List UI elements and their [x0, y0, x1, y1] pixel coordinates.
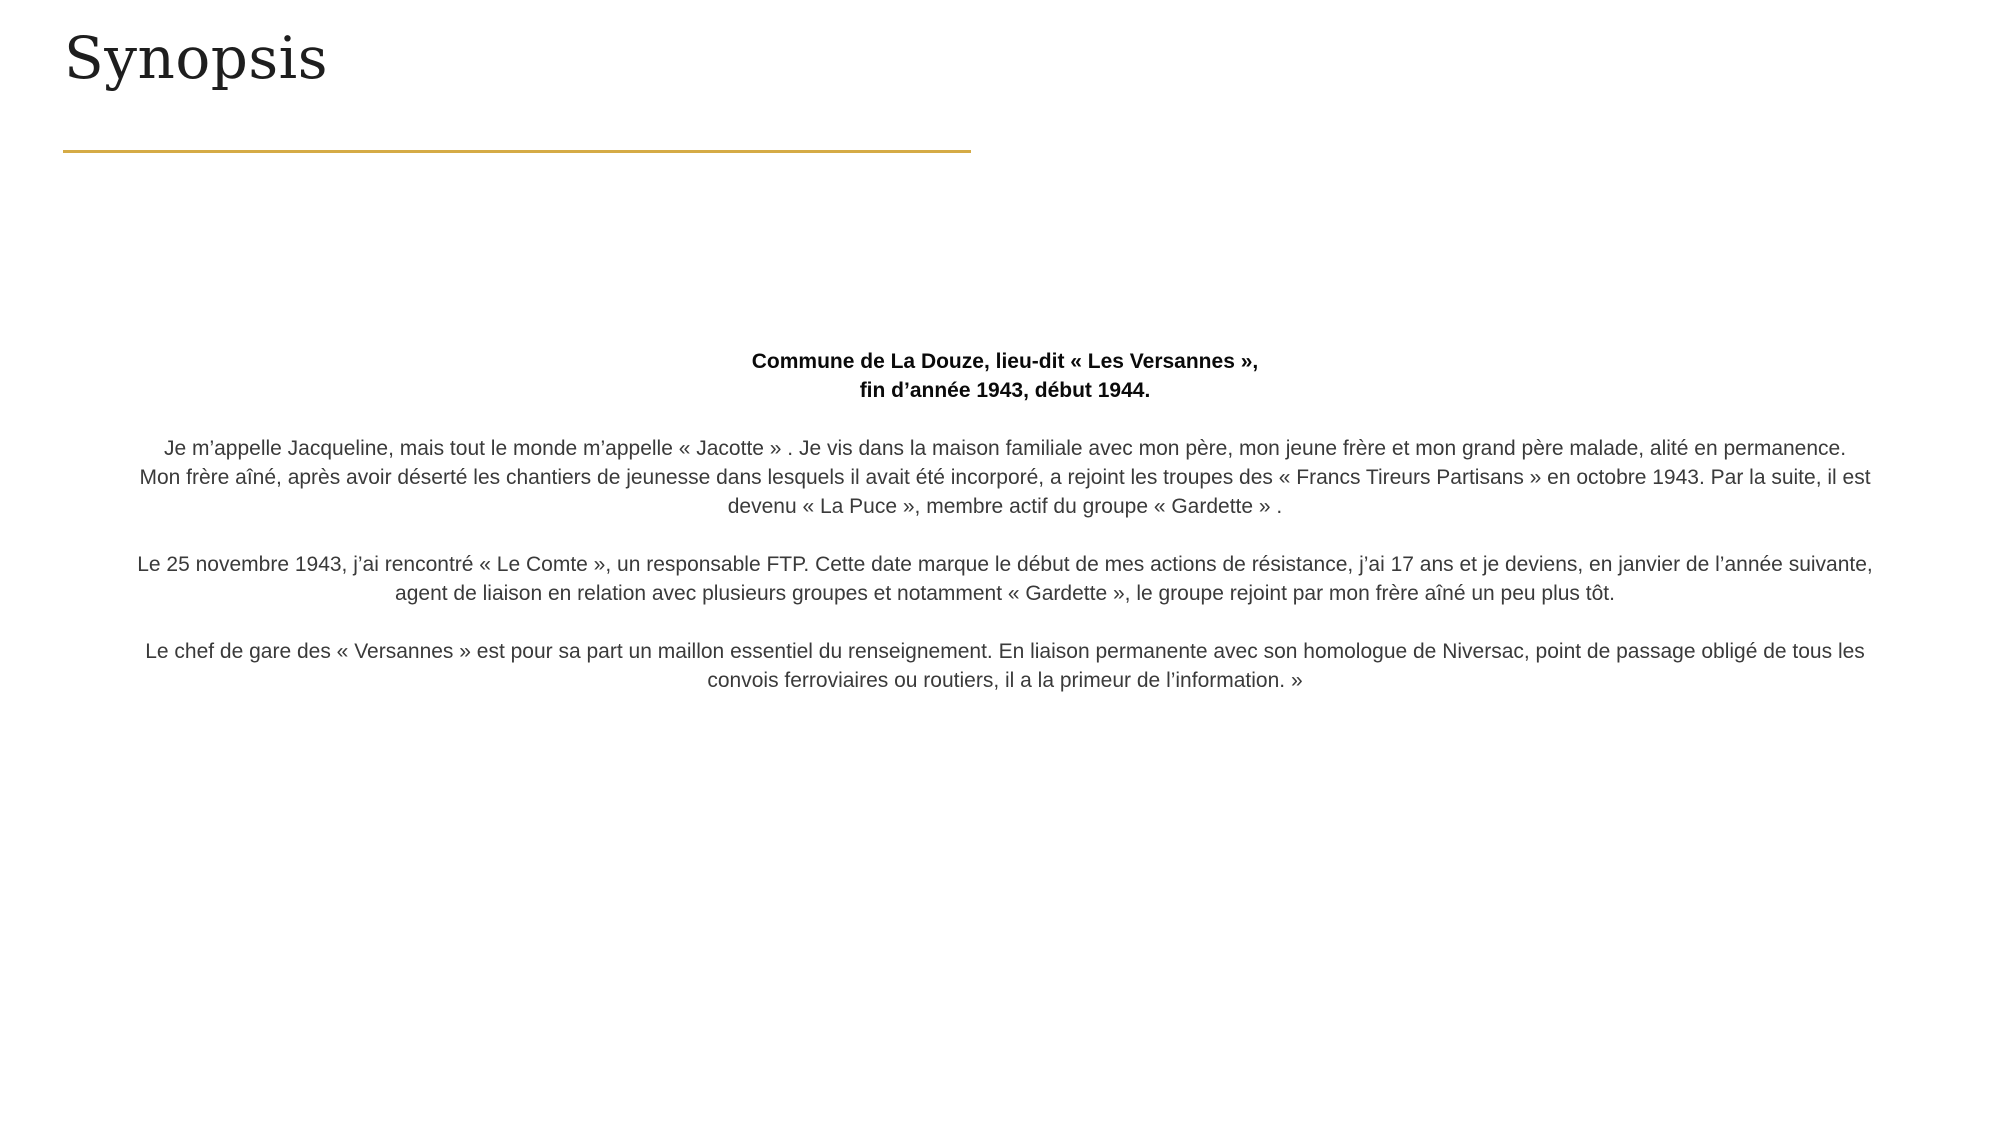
paragraph-line: Mon frère aîné, après avoir déserté les chantiers de jeunesse dans lesquels il avait été incorporé, a rejoint les troupes des « Francs Tireurs Partisans » en octobre 1943. Par la suite, il est devenu « La Puce », membre actif du groupe « Gardette » . — [139, 466, 1871, 518]
paragraph-3 — [130, 637, 1880, 695]
paragraph-1 — [130, 434, 1880, 521]
synopsis-body — [130, 347, 1880, 724]
paragraph-line: Je m’appelle Jacqueline, mais tout le monde m’appelle « Jacotte » . Je vis dans la maison familiale avec mon père, mon jeune frère et mon grand père malade, alité en permanence. — [163, 437, 1847, 460]
heading-line-1: Commune de La Douze, lieu-dit « Les Versannes », — [751, 350, 1259, 373]
synopsis-heading — [130, 347, 1880, 405]
paragraph-line: Le 25 novembre 1943, j’ai rencontré « Le Comte », un responsable FTP. Cette date marque le début de mes actions de résistance, j’ai 17 ans et je deviens, en janvier de l’année suivante, agent de liaison en relation avec plusieurs groupes et notamment « Gardette », le groupe rejoint par mon frère aîné un peu plus tôt. — [137, 553, 1873, 605]
paragraph-2 — [130, 550, 1880, 608]
paragraph-line: Le chef de gare des « Versannes » est pour sa part un maillon essentiel du renseignement. En liaison permanente avec son homologue de Niversac, point de passage obligé de tous les convois ferroviaires ou routiers, il a la primeur de l’information. » — [145, 640, 1865, 692]
title-divider — [63, 150, 971, 153]
page-title: Synopsis — [64, 24, 328, 92]
heading-line-2: fin d’année 1943, début 1944. — [859, 379, 1151, 402]
